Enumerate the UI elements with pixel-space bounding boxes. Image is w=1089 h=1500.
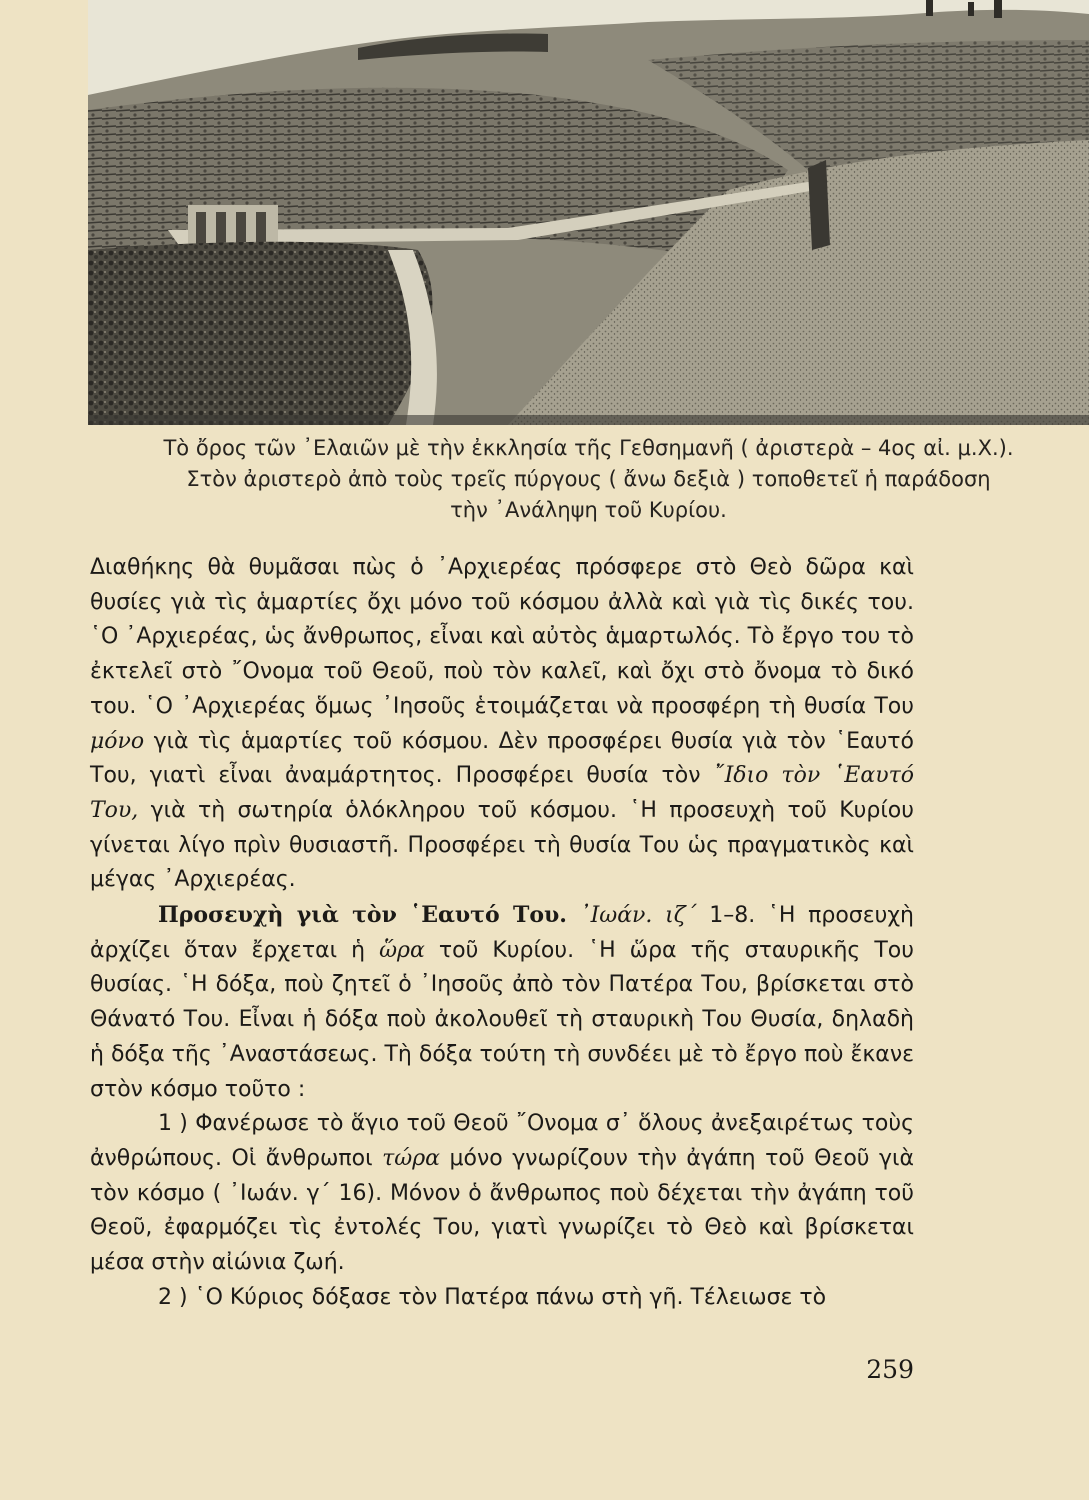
body-text (90, 551, 914, 1315)
paragraph-1 (90, 551, 914, 898)
scripture-reference: ᾿Ιωάν. ιζ΄ (566, 903, 697, 929)
text-run: γιὰ τὴ σωτηρία ὁλόκληρου τοῦ κόσμου. ῾Η προσευχὴ τοῦ Κυρίου γίνεται λίγο πρὶν θυσιαστῆ. Προσφέρει τὴ θυσία Του ὡς πραγματικὸς καὶ μέγας ᾿Αρχιερέας. (90, 797, 914, 893)
caption-line-1: Τὸ ὄρος τῶν ᾿Ελαιῶν μὲ τὴν ἐκκλησία τῆς Γεθσημανῆ ( ἀριστερὰ – 4ος αἰ. μ.Χ.). (163, 436, 1014, 460)
caption-line-3: τὴν ᾿Ανάληψη τοῦ Κυρίου. (450, 498, 727, 522)
caption-line-2: Στὸν ἀριστερὸ ἀπὸ τοὺς τρεῖς πύργους ( ἄνω δεξιὰ ) τοποθετεῖ ἡ παράδοση (186, 467, 991, 491)
text-run: γιὰ τὶς ἁμαρτίες τοῦ κόσμου. Δὲν προσφέρει θυσία γιὰ τὸν ῾Εαυτό Του, γιατὶ εἶναι ἀναμάρτητος. Προσφέρει θυσία τὸν (90, 728, 914, 789)
text-run: Διαθήκης θὰ θυμᾶσαι πὼς ὁ ᾿Αρχιερέας πρόσφερε στὸ Θεὸ δῶρα καὶ θυσίες γιὰ τὶς ἁμαρτίες ὄχι μόνο τοῦ κόσμου ἀλλὰ καὶ γιὰ τὶς δικές του. ῾Ο ᾿Αρχιερέας, ὡς ἄνθρωπος, εἶναι καὶ αὐτὸς ἁμαρτωλός. Τὸ ἔργο του τὸ ἐκτελεῖ στὸ ῎Ονομα τοῦ Θεοῦ, ποὺ τὸν καλεῖ, καὶ ὄχι στὸ ὄνομα τὸ δικό του. ῾Ο ᾿Αρχιερέας ὅμως ᾿Ιησοῦς ἑτοιμάζεται νὰ προσφέρη τὴ θυσία Του (90, 555, 914, 719)
italic-run: ὥρα (379, 937, 425, 963)
italic-run: μόνο (90, 728, 145, 754)
text-run: 1–8. ῾Η προσευχὴ ἀρχίζει ὅταν ἔρχεται ἡ (90, 903, 914, 963)
section-heading: Προσευχὴ γιὰ τὸν ῾Εαυτό Του. (158, 902, 567, 929)
photograph-mount-of-olives (88, 0, 1089, 425)
italic-run: ῎Ιδιο τὸν ῾Εαυτό Του, (90, 763, 914, 823)
paragraph-4 (90, 1281, 914, 1316)
text-run: 2 ) ῾Ο Κύριος δόξασε τὸν Πατέρα πάνω στὴ γῆ. Τέλειωσε τὸ (158, 1284, 827, 1310)
text-run: τοῦ Κυρίου. ῾Η ὥρα τῆς σταυρικῆς Του θυσίας. ῾Η δόξα, ποὺ ζητεῖ ὁ ᾿Ιησοῦς ἀπὸ τὸν Πατέρα Του, βρίσκεται στὸ Θάνατό Του. Εἶναι ἡ δόξα ποὺ ἀκολουθεῖ τὴ σταυρικὴ Του Θυσία, δηλαδὴ ἡ δόξα τῆς ᾿Αναστάσεως. Τὴ δόξα τούτη τὴ συνδέει μὲ τὸ ἔργο ποὺ ἔκανε στὸν κόσμο τοῦτο : (90, 937, 914, 1102)
page-number: 259 (866, 1355, 914, 1384)
paragraph-3 (90, 1107, 914, 1281)
photo-illustration (88, 0, 1089, 425)
paragraph-2 (90, 898, 914, 1107)
text-run: μόνο γνωρίζουν τὴν ἀγάπη τοῦ Θεοῦ γιὰ τὸν κόσμο ( ᾿Ιωάν. γ΄ 16). Μόνον ὁ ἄνθρωπος ποὺ δέχεται τὴν ἀγάπη τοῦ Θεοῦ, ἐφαρμόζει τὶς ἐντολές Του, γιατὶ γνωρίζει τὸ Θεὸ καὶ βρίσκεται μέσα στὴν αἰώνια ζωή. (90, 1145, 915, 1276)
photo-caption (88, 433, 1089, 526)
italic-run: τώρα (382, 1145, 441, 1171)
text-run: 1 ) Φανέρωσε τὸ ἅγιο τοῦ Θεοῦ ῎Ονομα σ᾿ ὅλους ἀνεξαιρέτως τοὺς ἀνθρώπους. Οἱ ἄνθρωποι (90, 1111, 914, 1171)
